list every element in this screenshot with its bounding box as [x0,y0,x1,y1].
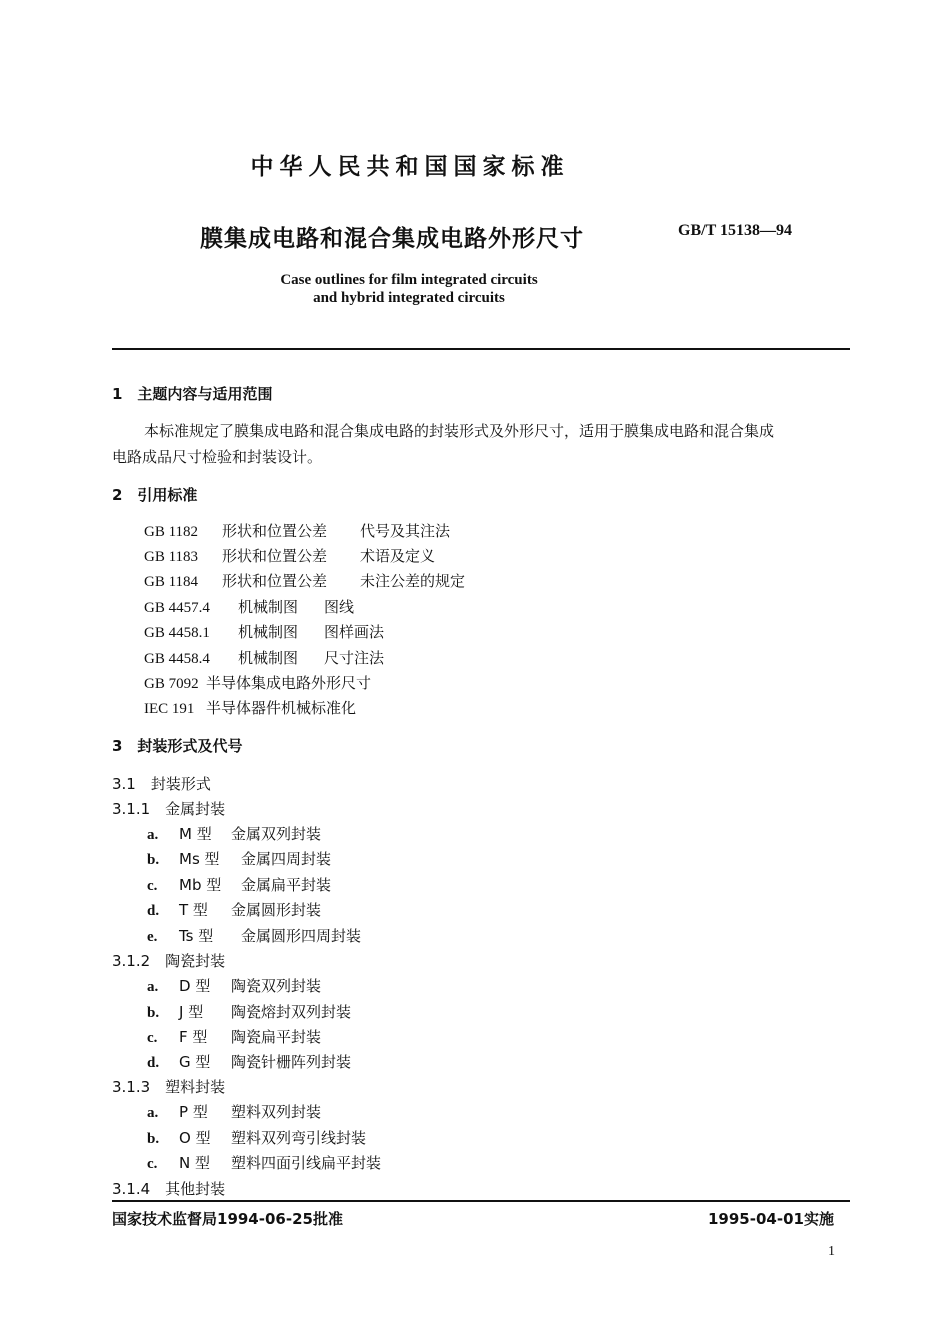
subsection-3-1-3-heading: 3.1.3 塑料封装 [112,1078,226,1096]
list-item: c. F 型 陶瓷扁平封装 [147,1028,322,1046]
subsection-3-1-4-heading: 3.1.4 其他封装 [112,1180,226,1198]
reference-item: GB 4457.4 机械制图 图线 [144,598,355,616]
footer-divider [112,1200,850,1202]
section-3-heading: 3 封装形式及代号 [112,737,243,755]
list-item: a. D 型 陶瓷双列封装 [147,977,322,995]
reference-item: GB 1183 形状和位置公差 术语及定义 [144,547,436,565]
list-item: d. T 型 金属圆形封装 [147,901,322,919]
header-divider [112,348,850,350]
list-item: b. J 型 陶瓷熔封双列封装 [147,1003,352,1021]
list-item: a. M 型 金属双列封装 [147,825,322,843]
list-item: b. Ms 型 金属四周封装 [147,850,332,868]
page-number: 1 [828,1244,835,1259]
section-1-heading: 1 主题内容与适用范围 [112,385,273,403]
effective-date: 1995-04-01实施 [708,1210,834,1228]
list-item: a. P 型 塑料双列封装 [147,1103,322,1121]
national-standard-heading: 中华人民共和国国家标准 [250,154,570,180]
subsection-3-1-2-heading: 3.1.2 陶瓷封装 [112,952,226,970]
reference-item: GB 1182 形状和位置公差 代号及其注法 [144,522,451,540]
document-title-en-line1: Case outlines for film integrated circuits [280,272,538,288]
list-item: e. Ts 型 金属圆形四周封装 [147,927,362,945]
reference-item: GB 4458.1 机械制图 图样画法 [144,623,385,641]
list-item: b. O 型 塑料双列弯引线封装 [147,1129,367,1147]
document-title-cn: 膜集成电路和混合集成电路外形尺寸 [200,226,584,252]
document-title-en-line2: and hybrid integrated circuits [313,290,505,306]
reference-item: GB 7092 半导体集成电路外形尺寸 [144,674,372,692]
subsection-3-1-heading: 3.1 封装形式 [112,775,211,793]
list-item: c. N 型 塑料四面引线扁平封装 [147,1154,382,1172]
list-item: d. G 型 陶瓷针栅阵列封装 [147,1053,352,1071]
standard-code: GB/T 15138—94 [678,222,792,239]
section-1-paragraph-line1: 本标准规定了膜集成电路和混合集成电路的封装形式及外形尺寸，适用于膜集成电路和混合集成 [144,422,775,440]
reference-item: IEC 191 半导体器件机械标准化 [144,699,357,717]
section-1-paragraph-line2: 电路成品尺寸检验和封装设计。 [112,448,323,466]
list-item: c. Mb 型 金属扁平封装 [147,876,332,894]
section-2-heading: 2 引用标准 [112,486,198,504]
reference-item: GB 4458.4 机械制图 尺寸注法 [144,649,385,667]
subsection-3-1-1-heading: 3.1.1 金属封装 [112,800,226,818]
reference-item: GB 1184 形状和位置公差 未注公差的规定 [144,572,466,590]
approval-date: 国家技术监督局1994-06-25批准 [112,1210,343,1228]
